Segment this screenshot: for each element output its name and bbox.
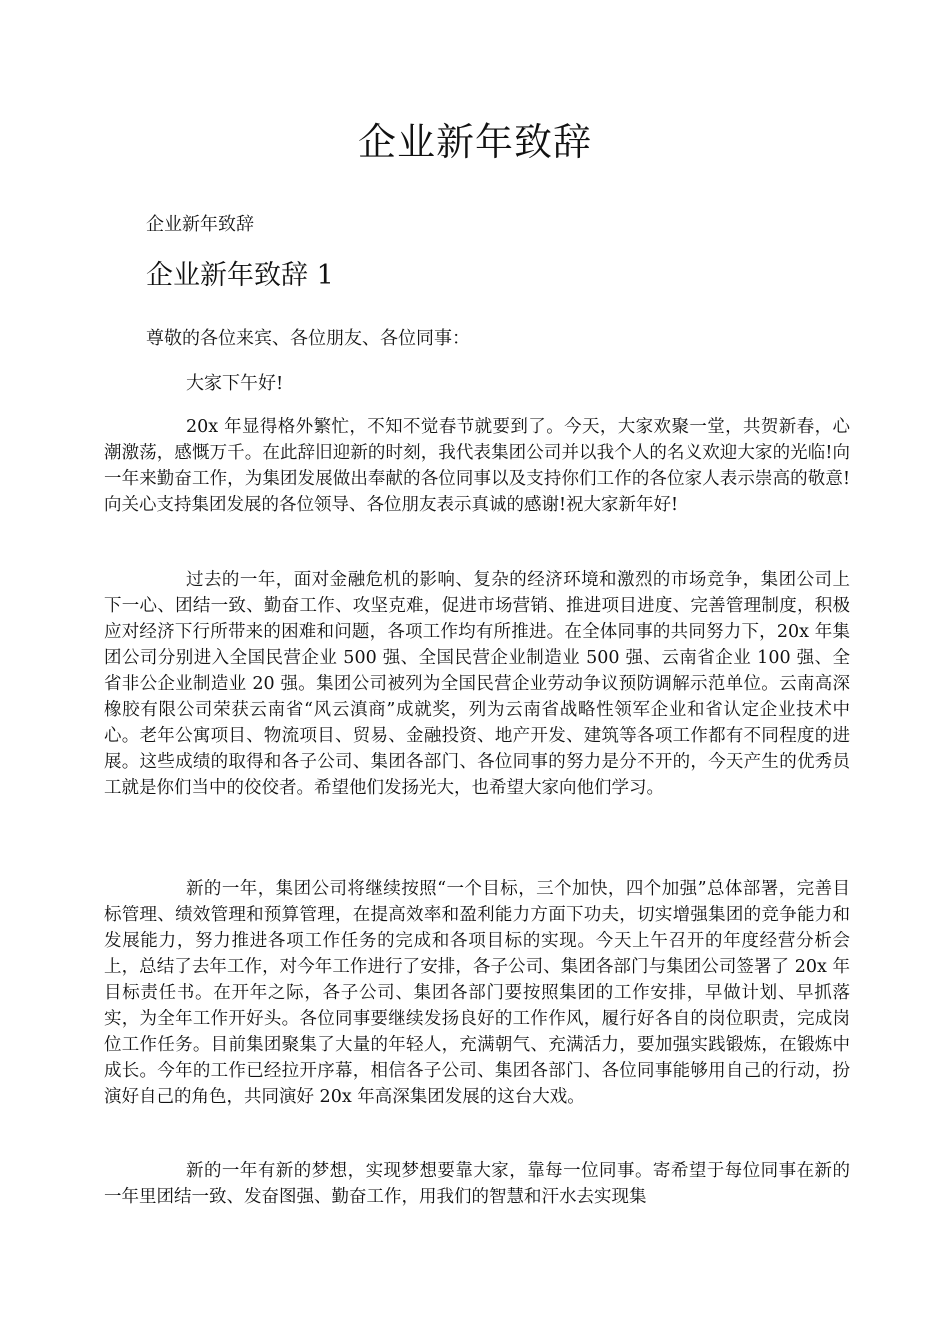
body-paragraph: 过去的一年，面对金融危机的影响、复杂的经济环境和激烈的市场竞争，集团公司上下一心、团结一致、勤奋工作、攻坚克难，促进市场营销、推进项目进度、完善管理制度，积极应对经济下行所带来的困难和问题，各项工作均有所推进。在全体同事的共同努力下，20x 年集团公司分别进入全国民营企业 500 强、全国民营企业制造业 500 强、云南省企业 100 强、全省非公企业制造业 20 强。集团公司被列为全国民营企业劳动争议预防调解示范单位。云南高深橡胶有限公司荣获云南省“风云滇商”成就奖，列为云南省战略性领军企业和省认定企业技术中心。老年公寓项目、物流项目、贸易、金融投资、地产开发、建筑等各项工作都有不同程度的进展。这些成绩的取得和各子公司、集团各部门、各位同事的努力是分不开的，今天产生的优秀员工就是你们当中的佼佼者。希望他们发扬光大，也希望大家向他们学习。 (104, 570, 850, 798)
document-title: 企业新年致辞 (357, 120, 592, 164)
greeting: 大家下午好! (186, 373, 284, 394)
body-paragraph: 新的一年，集团公司将继续按照“一个目标，三个加快，四个加强”总体部署，完善目标管理、绩效管理和预算管理，在提高效率和盈利能力方面下功夫，切实增强集团的竞争能力和发展能力，努力推进各项工作任务的完成和各项目标的实现。今天上午召开的年度经营分析会上，总结了去年工作，对今年工作进行了安排，各子公司、集团各部门与集团公司签署了 20x 年目标责任书。在开年之际，各子公司、集团各部门要按照集团的工作安排，早做计划、早抓落实，为全年工作开好头。各位同事要继续发扬良好的工作作风，履行好各自的岗位职责，完成岗位工作任务。目前集团聚集了大量的年轻人，充满朝气、充满活力，要加强实践锻炼，在锻炼中成长。今年的工作已经拉开序幕，相信各子公司、集团各部门、各位同事能够用自己的行动，扮演好自己的角色，共同演好 20x 年高深集团发展的这台大戏。 (104, 879, 850, 1107)
document-subtitle: 企业新年致辞 (146, 214, 254, 235)
body-paragraph: 新的一年有新的梦想，实现梦想要靠大家，靠每一位同事。寄希望于每位同事在新的一年里团结一致、发奋图强、勤奋工作，用我们的智慧和汗水去实现集 (104, 1161, 850, 1207)
body-paragraph: 20x 年显得格外繁忙，不知不觉春节就要到了。今天，大家欢聚一堂，共贺新春，心潮激荡，感慨万千。在此辞旧迎新的时刻，我代表集团公司并以我个人的名义欢迎大家的光临!向一年来勤奋工作，为集团发展做出奉献的各位同事以及支持你们工作的各位家人表示崇高的敬意!向关心支持集团发展的各位领导、各位朋友表示真诚的感谢!祝大家新年好! (104, 417, 850, 515)
section-heading: 企业新年致辞 1 (146, 260, 334, 291)
salutation: 尊敬的各位来宾、各位朋友、各位同事： (146, 328, 470, 349)
